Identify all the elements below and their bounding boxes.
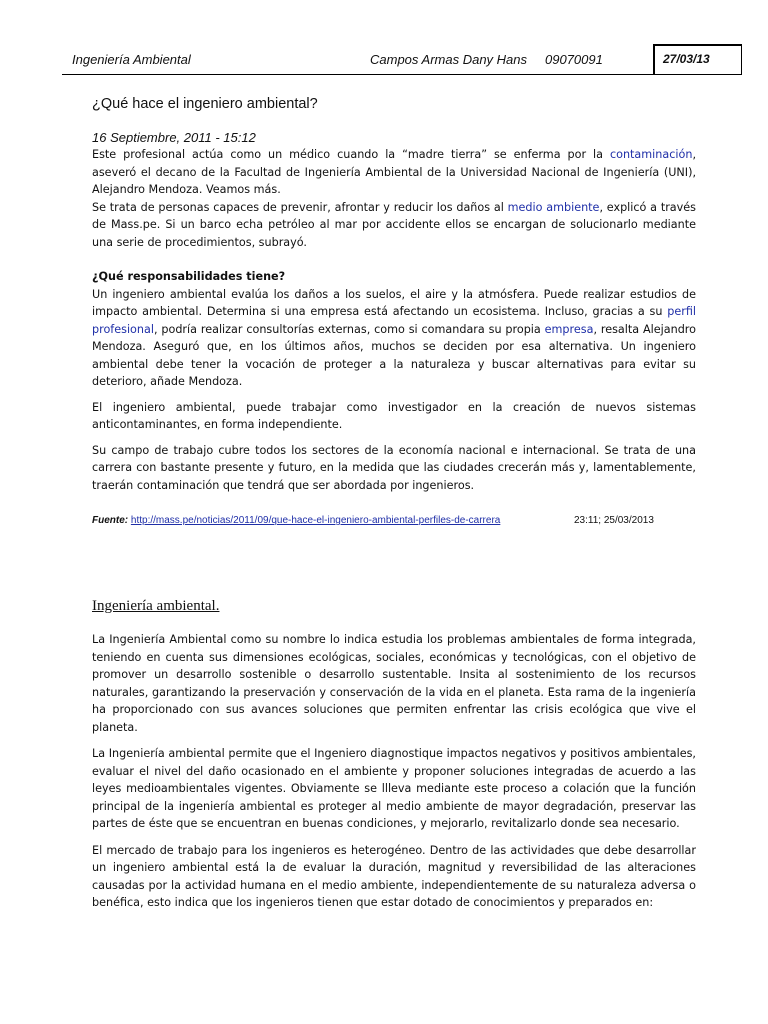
article-paragraph-4: El ingeniero ambiental, puede trabajar como investigador en la creación de nuevos sistemas anticontaminantes, en forma independiente. (92, 400, 696, 431)
source-link[interactable]: http://mass.pe/noticias/2011/09/que-hace-el-ingeniero-ambiental-perfiles-de-carrera (130, 515, 501, 526)
section-heading: Ingeniería ambiental. (92, 598, 220, 614)
link-perfil-profesional[interactable]: perfil profesional (92, 305, 696, 336)
p2-text-a: Se trata de personas capaces de prevenir, afrontar y reducir los daños al (92, 200, 508, 214)
article (92, 96, 696, 494)
section-paragraph-2: La Ingeniería ambiental permite que el Ingeniero diagnostique impactos negativos y positivos ambientales, evaluar el nivel del daño ocasionado en el ambiente y proponer soluciones integradas de acuerdo a las leyes medioambientales vigentes. Obviamente se llleva mediante este proceso a colación que la función principal de la ingeniería ambiental es proteger al medio ambiente de mayor degradación, preservar las partes de éste que se encuentran en buenas condiciones, y mejorarlo, revitalizarlo donde sea necesario. (92, 747, 696, 830)
header-author: Campos Armas Dany Hans (370, 52, 528, 67)
p1-text-b: , aseveró el decano de la Facultad de Ingeniería Ambiental de la Universidad Nacional de Ingeniería (UNI), Alejandro Mendoza. Veamos más. (92, 148, 696, 196)
header-student-code: 09070091 (545, 52, 603, 67)
header-rule (62, 74, 742, 75)
p3-text-b: , podría realizar consultorías externas, como si comandara su propia (153, 322, 545, 336)
article-paragraph-1 (92, 146, 696, 199)
article-paragraph-2 (92, 199, 696, 252)
article-subheading: ¿Qué responsabilidades tiene? (92, 270, 286, 283)
section-ingenieria-ambiental (92, 598, 696, 921)
article-dateline: 16 Septiembre, 2011 - 15:12 (92, 130, 256, 145)
header-title: Ingeniería Ambiental (72, 52, 191, 67)
source-label: Fuente: (92, 515, 129, 526)
p2-text-b: , explicó a través de Mass.pe. Si un barco echa petróleo al mar por accidente ellos se encargan de solucionarlo mediante una serie de procedimientos, subrayó. (92, 200, 696, 249)
link-medio-ambiente[interactable]: medio ambiente (507, 200, 600, 214)
header-date: 27/03/13 (663, 52, 710, 66)
article-paragraph-5: Su campo de trabajo cubre todos los sectores de la economía nacional e internacional. Se trata de una carrera con bastante presente y futuro, en la medida que las ciudades crecerán más y, lamentablemente, traerán contaminación que tendrá que ser abordada por ingenieros. (92, 443, 696, 492)
article-paragraph-3 (92, 286, 696, 391)
article-title: ¿Qué hace el ingeniero ambiental? (92, 96, 318, 112)
p3-text-a: Un ingeniero ambiental evalúa los daños a los suelos, el aire y la atmósfera. Puede realizar estudios de impacto ambiental. Determina si una empresa está afectando un ecosistema. Incluso, gracias a su (92, 287, 696, 318)
p3-text-c: , resalta Alejandro Mendoza. Aseguró que, en los últimos años, muchos se deciden por esa alternativa. Un ingeniero ambiental debe tener la vocación de proteger a la naturaleza y buscar alternativas para evitar su deterioro, añade Mendoza. (92, 322, 696, 388)
page-header (62, 44, 742, 76)
header-date-box (653, 44, 742, 74)
section-paragraph-1: La Ingeniería Ambiental como su nombre lo indica estudia los problemas ambientales de forma integrada, teniendo en cuenta sus dimensiones ecológicas, sociales, económicas y tecnológicas, con el objetivo de promover un desarrollo sostenible o desarrollo sustentable. Insita al sostenimiento de los recursos naturales, garantizando la preservación y conservación de la vida en el planeta. Esta rama de la ingeniería ha proporcionado con sus avances soluciones que permiten enfrentar las crisis ecológica que vive el planeta. (92, 633, 696, 734)
link-empresa[interactable]: empresa (544, 322, 594, 336)
source-timestamp: 23:11; 25/03/2013 (574, 515, 654, 526)
p1-text-a: Este profesional actúa como un médico cuando la “madre tierra” se enferma por la (92, 148, 610, 161)
link-contaminacion[interactable]: contaminación (609, 148, 693, 161)
source-line (92, 515, 696, 526)
section-paragraph-3: El mercado de trabajo para los ingenieros es heterogéneo. Dentro de las actividades que debe desarrollar un ingeniero ambiental está la de evaluar la duración, magnitud y reversibilidad de las alteraciones causadas por la actividad humana en el medio ambiente, independientemente de su naturaleza adversa o benéfica, esto indica que los ingenieros tienen que estar dotado de conocimientos y preparados en: (92, 843, 696, 909)
